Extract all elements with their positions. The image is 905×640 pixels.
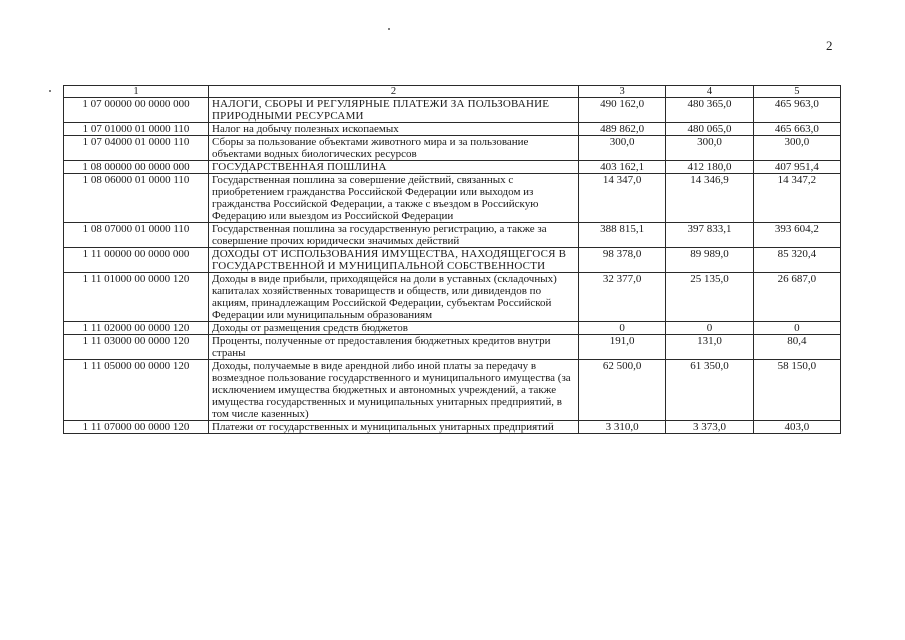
- table-body: [64, 98, 841, 434]
- code-cell: 1 11 00000 00 0000 000: [64, 248, 209, 273]
- header-cell-1: 1: [64, 86, 209, 98]
- value-col3-cell: 191,0: [579, 335, 666, 360]
- table-row: [64, 98, 841, 123]
- value-col4-cell: 131,0: [666, 335, 753, 360]
- code-cell: 1 07 04000 01 0000 110: [64, 136, 209, 161]
- value-col3-cell: 14 347,0: [579, 174, 666, 223]
- code-cell: 1 08 07000 01 0000 110: [64, 223, 209, 248]
- code-cell: 1 11 01000 00 0000 120: [64, 273, 209, 322]
- name-cell: Сборы за пользование объектами животного мира и за пользование объектами водных биологических ресурсов: [209, 136, 579, 161]
- table-row: [64, 174, 841, 223]
- name-cell: Государственная пошлина за государственную регистрацию, а также за совершение прочих юридически значимых действий: [209, 223, 579, 248]
- value-col4-cell: 480 065,0: [666, 123, 753, 136]
- name-cell: Проценты, полученные от предоставления бюджетных кредитов внутри страны: [209, 335, 579, 360]
- value-col5-cell: 300,0: [753, 136, 840, 161]
- code-cell: 1 11 02000 00 0000 120: [64, 322, 209, 335]
- scan-speck: [388, 28, 390, 30]
- name-cell: НАЛОГИ, СБОРЫ И РЕГУЛЯРНЫЕ ПЛАТЕЖИ ЗА ПОЛЬЗОВАНИЕ ПРИРОДНЫМИ РЕСУРСАМИ: [209, 98, 579, 123]
- header-cell-3: 3: [579, 86, 666, 98]
- table-row: [64, 360, 841, 421]
- header-cell-2: 2: [209, 86, 579, 98]
- value-col3-cell: 98 378,0: [579, 248, 666, 273]
- code-cell: 1 11 03000 00 0000 120: [64, 335, 209, 360]
- value-col5-cell: 0: [753, 322, 840, 335]
- value-col4-cell: 0: [666, 322, 753, 335]
- value-col4-cell: 300,0: [666, 136, 753, 161]
- value-col3-cell: 489 862,0: [579, 123, 666, 136]
- code-cell: 1 08 00000 00 0000 000: [64, 161, 209, 174]
- page-number: 2: [826, 38, 833, 53]
- value-col5-cell: 403,0: [753, 421, 840, 434]
- name-cell: Платежи от государственных и муниципальных унитарных предприятий: [209, 421, 579, 434]
- value-col5-cell: 26 687,0: [753, 273, 840, 322]
- value-col4-cell: 3 373,0: [666, 421, 753, 434]
- header-cell-5: 5: [753, 86, 840, 98]
- table-row: [64, 123, 841, 136]
- value-col4-cell: 412 180,0: [666, 161, 753, 174]
- header-cell-4: 4: [666, 86, 753, 98]
- name-cell: Доходы, получаемые в виде арендной либо иной платы за передачу в возмездное пользование государственного и муниципального имущества (за исключением имущества бюджетных и автономных учреждений, а также имущества государственных и муниципальных унитарных предприятий, в том числе казенных): [209, 360, 579, 421]
- table-row: [64, 322, 841, 335]
- value-col3-cell: 3 310,0: [579, 421, 666, 434]
- code-cell: 1 07 00000 00 0000 000: [64, 98, 209, 123]
- table-header-row: [64, 86, 841, 98]
- table-row: [64, 223, 841, 248]
- table-row: [64, 161, 841, 174]
- value-col4-cell: 25 135,0: [666, 273, 753, 322]
- name-cell: ДОХОДЫ ОТ ИСПОЛЬЗОВАНИЯ ИМУЩЕСТВА, НАХОДЯЩЕГОСЯ В ГОСУДАРСТВЕННОЙ И МУНИЦИПАЛЬНОЙ СОБСТВЕННОСТИ: [209, 248, 579, 273]
- table-row: [64, 421, 841, 434]
- value-col4-cell: 397 833,1: [666, 223, 753, 248]
- value-col3-cell: 0: [579, 322, 666, 335]
- budget-revenue-table: [63, 85, 841, 434]
- value-col4-cell: 480 365,0: [666, 98, 753, 123]
- name-cell: Налог на добычу полезных ископаемых: [209, 123, 579, 136]
- value-col5-cell: 58 150,0: [753, 360, 840, 421]
- table-row: [64, 136, 841, 161]
- value-col4-cell: 61 350,0: [666, 360, 753, 421]
- code-cell: 1 07 01000 01 0000 110: [64, 123, 209, 136]
- value-col3-cell: 300,0: [579, 136, 666, 161]
- value-col5-cell: 14 347,2: [753, 174, 840, 223]
- name-cell: Доходы от размещения средств бюджетов: [209, 322, 579, 335]
- value-col3-cell: 403 162,1: [579, 161, 666, 174]
- code-cell: 1 08 06000 01 0000 110: [64, 174, 209, 223]
- value-col5-cell: 393 604,2: [753, 223, 840, 248]
- table-row: [64, 273, 841, 322]
- code-cell: 1 11 07000 00 0000 120: [64, 421, 209, 434]
- value-col3-cell: 388 815,1: [579, 223, 666, 248]
- table-row: [64, 248, 841, 273]
- value-col4-cell: 89 989,0: [666, 248, 753, 273]
- value-col5-cell: 465 963,0: [753, 98, 840, 123]
- value-col3-cell: 490 162,0: [579, 98, 666, 123]
- value-col4-cell: 14 346,9: [666, 174, 753, 223]
- scan-speck: [49, 90, 51, 92]
- table-row: [64, 335, 841, 360]
- name-cell: Доходы в виде прибыли, приходящейся на доли в уставных (складочных) капиталах хозяйственных товариществ и обществ, или дивидендов по акциям, принадлежащим Российской Федерации, субъектам Российской Федерации или муниципальным образованиям: [209, 273, 579, 322]
- name-cell: Государственная пошлина за совершение действий, связанных с приобретением гражданства Российской Федерации или выходом из гражданства Российской Федерации, а также с въездом в Российскую Федерацию или выездом из Российской Федерации: [209, 174, 579, 223]
- code-cell: 1 11 05000 00 0000 120: [64, 360, 209, 421]
- value-col5-cell: 465 663,0: [753, 123, 840, 136]
- value-col5-cell: 80,4: [753, 335, 840, 360]
- value-col3-cell: 32 377,0: [579, 273, 666, 322]
- value-col5-cell: 407 951,4: [753, 161, 840, 174]
- name-cell: ГОСУДАРСТВЕННАЯ ПОШЛИНА: [209, 161, 579, 174]
- value-col5-cell: 85 320,4: [753, 248, 840, 273]
- value-col3-cell: 62 500,0: [579, 360, 666, 421]
